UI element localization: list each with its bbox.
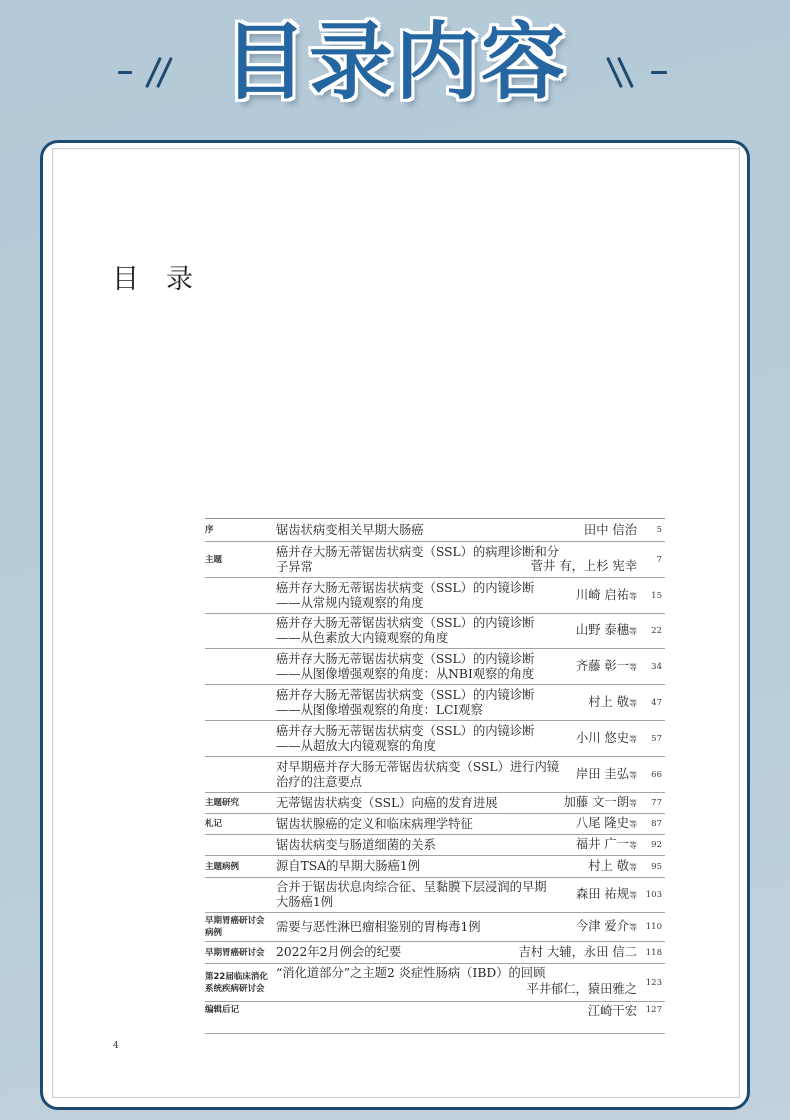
toc-row bbox=[205, 793, 665, 814]
toc-row bbox=[205, 1002, 665, 1034]
toc-author bbox=[570, 887, 637, 903]
table-of-contents bbox=[205, 518, 665, 1034]
toc-category-line: 主题 bbox=[205, 554, 223, 565]
toc-category-line: 主题研究 bbox=[205, 798, 240, 808]
toc-row bbox=[205, 614, 665, 649]
toc-title-line: ——从色素放大内镜观察的角度 bbox=[276, 631, 449, 645]
author-et-al: 等 bbox=[629, 862, 637, 872]
toc-author bbox=[570, 816, 637, 832]
toc-author bbox=[570, 767, 637, 783]
toc-title bbox=[276, 880, 570, 910]
toc-author bbox=[578, 523, 637, 538]
author-et-al: 等 bbox=[629, 891, 637, 900]
page-number: 4 bbox=[113, 1041, 119, 1051]
toc-page-number: 127 bbox=[645, 1005, 662, 1015]
toc-row bbox=[205, 964, 665, 1002]
toc-row bbox=[205, 856, 665, 878]
author-name: 村上 敬 bbox=[588, 858, 629, 873]
toc-title-line: 无蒂锯齿状病变（SSL）向癌的发育进展 bbox=[276, 795, 498, 810]
toc-author bbox=[570, 919, 637, 935]
toc-page-number: 123 bbox=[645, 977, 662, 988]
toc-page-number: 15 bbox=[651, 590, 662, 601]
toc-category bbox=[205, 554, 276, 566]
toc-title-line: 癌并存大肠无蒂锯齿状病变（SSL）的内镜诊断 bbox=[276, 651, 535, 666]
toc-title-line: 锯齿状病变与肠道细菌的关系 bbox=[276, 837, 436, 852]
toc-page-number: 87 bbox=[651, 819, 662, 829]
toc-page-number: 22 bbox=[651, 626, 662, 636]
toc-title bbox=[276, 652, 570, 682]
toc-page-number: 77 bbox=[651, 798, 662, 808]
toc-title bbox=[276, 838, 570, 853]
author-et-al: 等 bbox=[629, 591, 637, 601]
author-name: 山野 泰穗 bbox=[575, 623, 629, 637]
author-name: 齐藤 彰一 bbox=[575, 658, 629, 673]
toc-row bbox=[205, 519, 665, 542]
toc-title-line: 治疗的注意要点 bbox=[276, 774, 363, 789]
toc-category-line: 编辑后记 bbox=[205, 1005, 240, 1015]
toc-title-line: 癌并存大肠无蒂锯齿状病变（SSL）的内镜诊断 bbox=[276, 723, 535, 738]
toc-title bbox=[276, 920, 570, 935]
toc-page-number: 110 bbox=[645, 922, 662, 932]
author-name: 今津 爱介 bbox=[575, 919, 629, 933]
toc-title-line: 锯齿状病变相关早期大肠癌 bbox=[276, 522, 424, 537]
toc-title bbox=[276, 523, 578, 538]
toc-row bbox=[205, 913, 665, 942]
toc-title bbox=[276, 616, 570, 646]
toc-row bbox=[205, 814, 665, 835]
author-et-al: 等 bbox=[629, 770, 637, 780]
toc-title-line: ——从常规内镜观察的角度 bbox=[276, 595, 424, 610]
toc-author bbox=[570, 731, 637, 747]
author-name: 村上 敬 bbox=[588, 694, 629, 709]
toc-title-line: 癌并存大肠无蒂锯齿状病变（SSL）的病理诊断和分 bbox=[276, 544, 560, 559]
author-name: 菅井 有，上杉 宪幸 bbox=[530, 559, 637, 573]
toc-row bbox=[205, 942, 665, 964]
toc-author bbox=[558, 795, 637, 811]
author-name: 岸田 圭弘 bbox=[575, 766, 629, 781]
author-name: 森田 祐规 bbox=[575, 887, 629, 901]
toc-title-line: “消化道部分”之主题2 炎症性肠病（IBD）的回顾 bbox=[276, 966, 546, 980]
toc-title bbox=[276, 1002, 582, 1004]
toc-title bbox=[276, 581, 570, 611]
toc-author bbox=[513, 945, 638, 960]
decorative-dash-right bbox=[651, 71, 667, 74]
toc-title bbox=[276, 796, 558, 811]
toc-category bbox=[205, 818, 276, 830]
toc-title-line: 子异常 bbox=[276, 559, 313, 574]
toc-category bbox=[205, 1002, 276, 1016]
author-name: 田中 信治 bbox=[583, 522, 637, 537]
author-name: 江崎干宏 bbox=[587, 1004, 637, 1018]
toc-author bbox=[570, 659, 637, 675]
toc-category bbox=[205, 524, 276, 536]
toc-title-line: 对早期癌并存大肠无蒂锯齿状病变（SSL）进行内镜 bbox=[276, 759, 560, 774]
toc-category-line: 病例 bbox=[205, 928, 223, 938]
toc-title-line: ——从图像增强观察的角度：LCI观察 bbox=[276, 702, 483, 717]
toc-title-line: 锯齿状腺癌的定义和临床病理学特征 bbox=[276, 816, 473, 831]
toc-author bbox=[520, 982, 637, 1001]
toc-title bbox=[276, 688, 582, 718]
toc-author bbox=[570, 623, 637, 639]
toc-row bbox=[205, 757, 665, 793]
toc-row bbox=[205, 685, 665, 721]
author-et-al: 等 bbox=[629, 627, 637, 636]
toc-title-line: 癌并存大肠无蒂锯齿状病变（SSL）的内镜诊断 bbox=[276, 687, 535, 702]
author-name: 川崎 启祐 bbox=[575, 587, 629, 602]
toc-title-line: 癌并存大肠无蒂锯齿状病变（SSL）的内镜诊断 bbox=[276, 580, 535, 595]
toc-author bbox=[582, 1002, 637, 1019]
toc-page-number: 103 bbox=[645, 890, 662, 900]
toc-author bbox=[570, 588, 637, 604]
toc-title bbox=[276, 859, 582, 874]
toc-page-number: 95 bbox=[651, 861, 662, 872]
toc-category-line: 系统疾病研讨会 bbox=[205, 983, 265, 994]
toc-title-line: ——从图像增强观察的角度：从NBI观察的角度 bbox=[276, 666, 535, 681]
toc-author bbox=[582, 859, 637, 875]
author-et-al: 等 bbox=[629, 698, 637, 708]
toc-title-line: 2022年2月例会的纪要 bbox=[276, 945, 402, 959]
author-name: 加藤 文一朗 bbox=[563, 795, 629, 809]
toc-page-number: 66 bbox=[651, 769, 662, 780]
toc-row bbox=[205, 542, 665, 578]
author-name: 吉村 大辅，永田 信二 bbox=[518, 945, 637, 959]
toc-page-number: 5 bbox=[656, 525, 662, 535]
toc-category bbox=[205, 947, 276, 959]
toc-title bbox=[276, 760, 570, 790]
author-name: 平井郁仁，猿田雅之 bbox=[526, 982, 637, 996]
toc-row bbox=[205, 578, 665, 614]
toc-page-number: 7 bbox=[656, 554, 662, 565]
author-et-al: 等 bbox=[629, 923, 637, 932]
toc-category-line: 早期胃癌研讨会 bbox=[205, 947, 265, 958]
toc-author bbox=[582, 695, 637, 711]
author-et-al: 等 bbox=[629, 799, 637, 808]
toc-author bbox=[570, 837, 637, 853]
toc-title-line: ——从超放大内镜观察的角度 bbox=[276, 738, 436, 753]
toc-page-number: 34 bbox=[651, 661, 662, 672]
author-name: 福井 广一 bbox=[575, 837, 629, 851]
page-heading: 目 录 bbox=[112, 264, 193, 295]
toc-row bbox=[205, 835, 665, 856]
toc-title-line: 合并于锯齿状息肉综合征、呈黏膜下层浸润的早期 bbox=[276, 880, 547, 894]
toc-row bbox=[205, 721, 665, 757]
author-name: 八尾 隆史 bbox=[575, 816, 629, 830]
toc-title bbox=[276, 945, 513, 960]
author-et-al: 等 bbox=[629, 820, 637, 829]
author-et-al: 等 bbox=[629, 734, 637, 744]
toc-category bbox=[205, 971, 276, 995]
toc-title-line: 源自TSA的早期大肠癌1例 bbox=[276, 859, 421, 873]
toc-title bbox=[276, 964, 546, 981]
toc-category bbox=[205, 797, 276, 809]
toc-category-line: 第22届临床消化 bbox=[205, 971, 268, 982]
toc-category bbox=[205, 861, 276, 873]
toc-category-line: 札记 bbox=[205, 819, 223, 829]
toc-category bbox=[205, 915, 276, 939]
toc-title bbox=[276, 724, 570, 754]
toc-title bbox=[276, 817, 570, 832]
banner-title: 目录内容 bbox=[222, 13, 567, 111]
toc-category-line: 早期胃癌研讨会 bbox=[205, 916, 265, 926]
author-name: 小川 悠史 bbox=[575, 730, 629, 745]
toc-title-line: 癌并存大肠无蒂锯齿状病变（SSL）的内镜诊断 bbox=[276, 616, 535, 630]
toc-page-number: 92 bbox=[651, 840, 662, 850]
toc-title-line: 需要与恶性淋巴瘤相鉴别的胃梅毒1例 bbox=[276, 919, 481, 934]
toc-category-line: 主题病例 bbox=[205, 861, 240, 872]
toc-page-number: 118 bbox=[645, 947, 662, 958]
toc-author bbox=[525, 559, 637, 577]
author-et-al: 等 bbox=[629, 841, 637, 850]
toc-page-number: 47 bbox=[651, 697, 662, 708]
toc-title-line: 大肠癌1例 bbox=[276, 895, 334, 909]
toc-page-number: 57 bbox=[651, 733, 662, 744]
toc-title bbox=[276, 544, 560, 575]
toc-row bbox=[205, 878, 665, 913]
toc-category-line: 序 bbox=[205, 525, 214, 535]
author-et-al: 等 bbox=[629, 662, 637, 672]
toc-row bbox=[205, 649, 665, 685]
